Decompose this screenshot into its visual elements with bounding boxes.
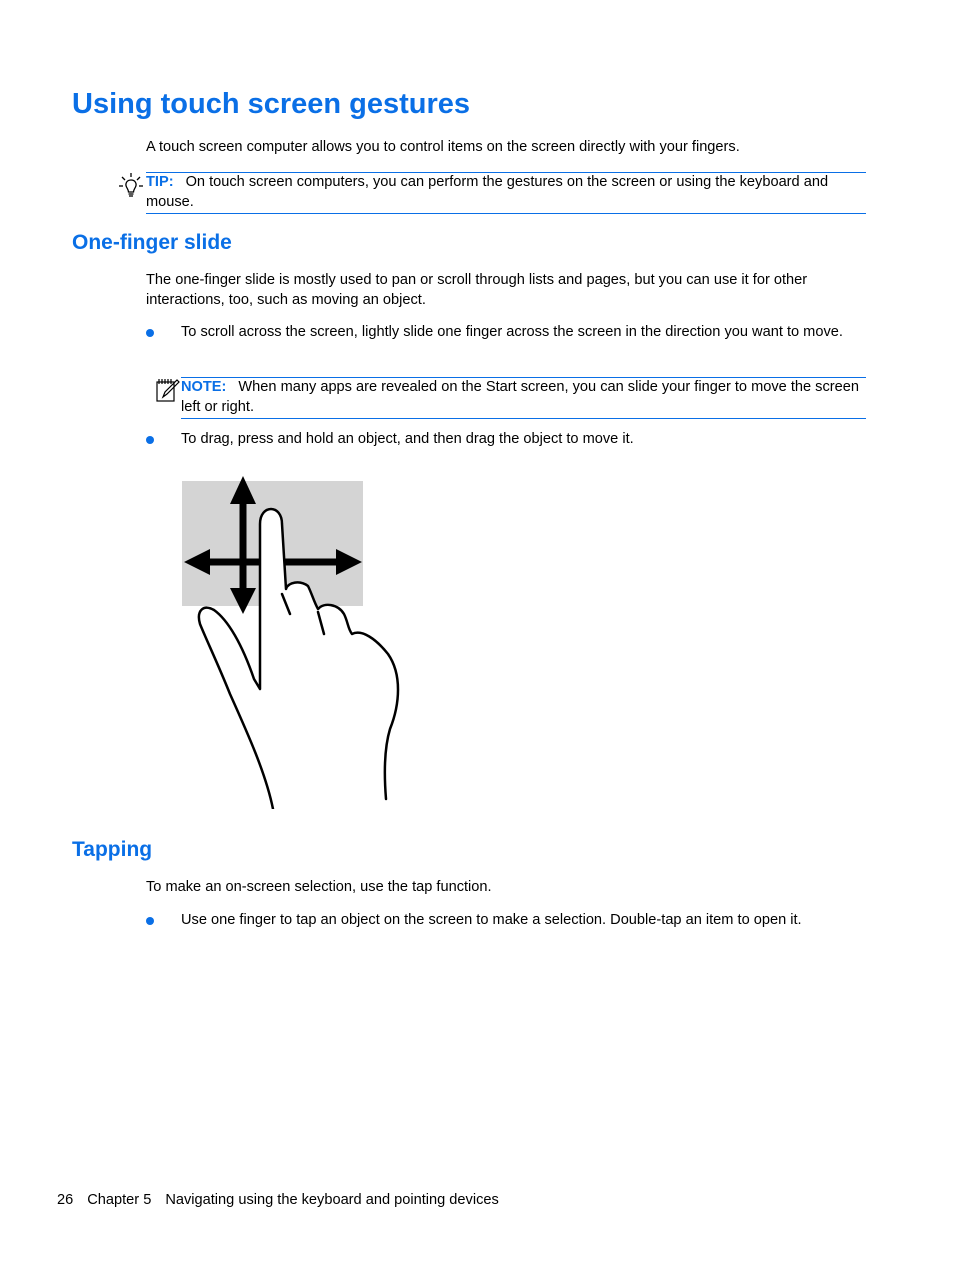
chapter-title: Navigating using the keyboard and pointing devices	[165, 1192, 499, 1208]
note-callout	[181, 377, 866, 419]
bullet-icon	[146, 329, 154, 337]
tap-bullet-1: Use one finger to tap an object on the screen to make a selection. Double-tap an item to open it.	[181, 912, 802, 928]
page-number: 26	[57, 1192, 74, 1208]
chapter-label: Chapter 5	[87, 1192, 152, 1208]
note-body: When many apps are revealed on the Start screen, you can slide your finger to move the screen left or right.	[181, 379, 859, 415]
one-finger-slide-illustration	[178, 474, 403, 809]
lightbulb-icon	[118, 172, 144, 200]
note-text	[181, 378, 866, 417]
tip-text	[146, 173, 866, 212]
section-heading-tapping: Tapping	[72, 838, 153, 861]
page-footer	[57, 1192, 513, 1208]
slide-paragraph: The one-finger slide is mostly used to pan or scroll through lists and pages, but you can use it for other interactions, too, such as moving an object.	[146, 272, 808, 308]
slide-bullet-2: To drag, press and hold an object, and then drag the object to move it.	[181, 431, 634, 447]
bullet-icon	[146, 917, 154, 925]
slide-bullet-1: To scroll across the screen, lightly slide one finger across the screen in the direction you want to move.	[181, 324, 843, 340]
tip-callout	[146, 172, 866, 214]
intro-paragraph: A touch screen computer allows you to control items on the screen directly with your fingers.	[146, 139, 740, 155]
tip-body: On touch screen computers, you can perform the gestures on the screen or using the keyboard and mouse.	[146, 174, 829, 210]
page-title: Using touch screen gestures	[72, 88, 471, 120]
tap-paragraph: To make an on-screen selection, use the tap function.	[146, 879, 492, 895]
section-heading-one-finger-slide: One-finger slide	[72, 231, 232, 254]
note-label: NOTE:	[181, 379, 227, 395]
tip-label: TIP:	[146, 174, 174, 190]
bullet-icon	[146, 436, 154, 444]
note-pencil-icon	[155, 377, 181, 403]
